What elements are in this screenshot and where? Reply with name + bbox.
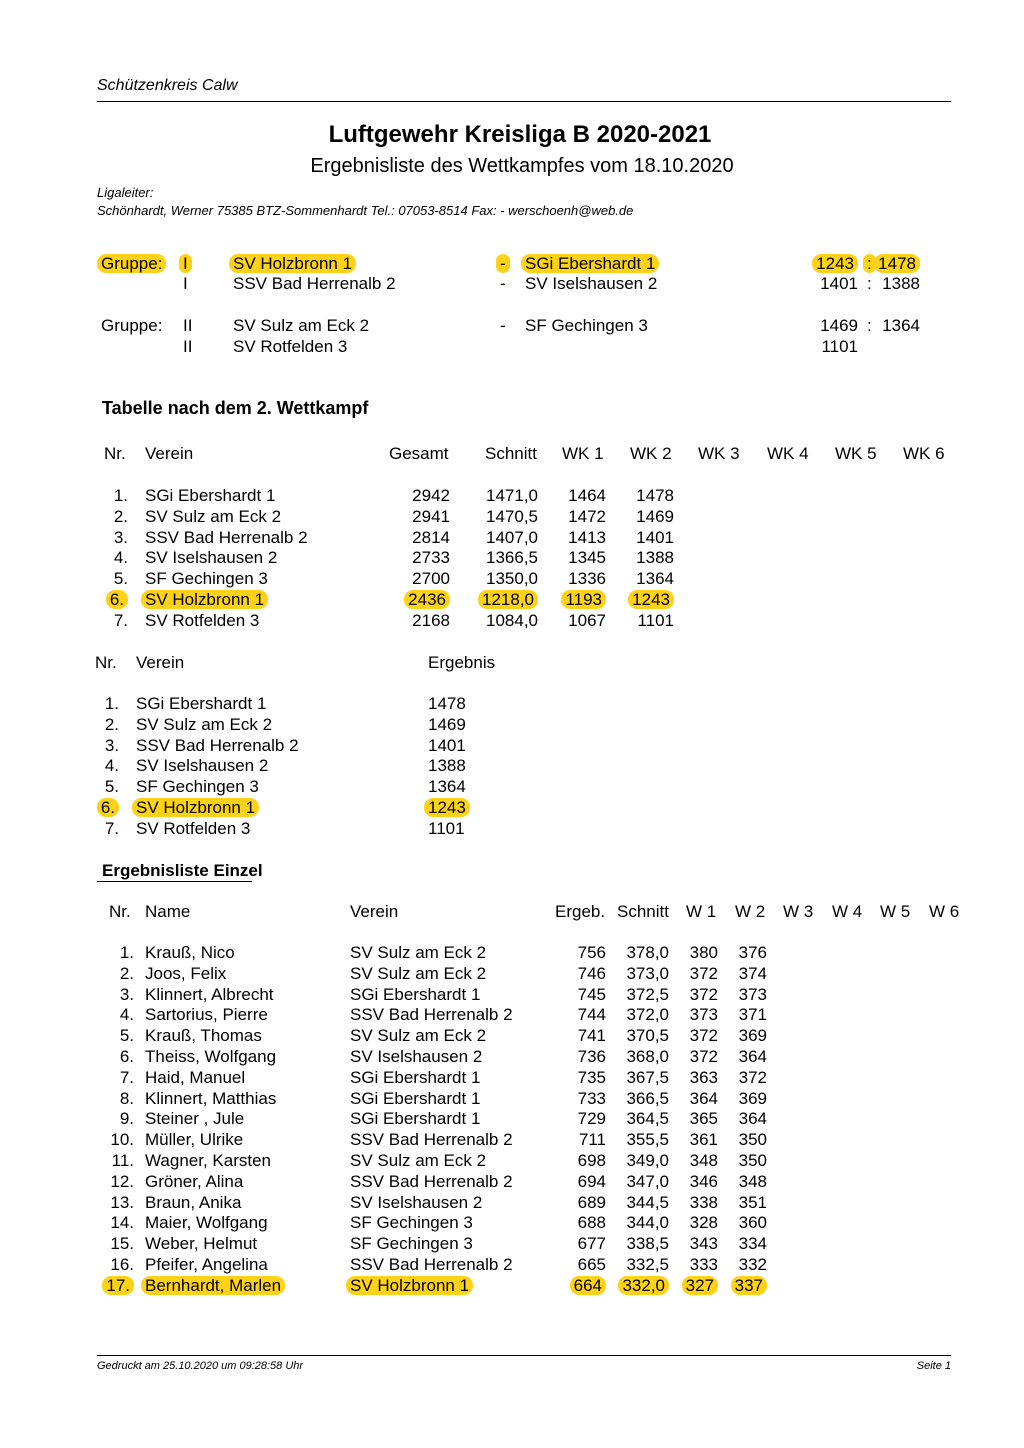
standing-club: SV Rotfelden 3 bbox=[145, 610, 260, 630]
shooter-rank: 14. bbox=[110, 1213, 134, 1233]
shooter-rank: 9. bbox=[119, 1109, 134, 1129]
shooter-result: 688 bbox=[577, 1213, 606, 1233]
standing-wk1: 1413 bbox=[568, 527, 606, 547]
standing-wk1: 1193 bbox=[565, 590, 606, 610]
shooter-average: 347,0 bbox=[626, 1171, 669, 1191]
shooter-w1: 363 bbox=[689, 1067, 718, 1087]
shooter-name: Klinnert, Albrecht bbox=[145, 984, 274, 1004]
standing-wk1: 1345 bbox=[568, 548, 606, 568]
standing-total: 2733 bbox=[412, 548, 450, 568]
league-leader-info: Schönhardt, Werner 75385 BTZ-Sommenhardt Tel.: 07053-8514 Fax: - werschoenh@web.de bbox=[97, 203, 634, 218]
shooter-w1: 364 bbox=[689, 1088, 718, 1108]
shooter-name: Klinnert, Matthias bbox=[145, 1088, 277, 1108]
shooter-result: 711 bbox=[578, 1130, 606, 1150]
shooter-w1: 328 bbox=[689, 1213, 718, 1233]
standing-wk1: 1067 bbox=[568, 610, 606, 630]
day-rank: 7. bbox=[104, 818, 119, 838]
day-club: SF Gechingen 3 bbox=[136, 777, 259, 797]
shooter-w1: 348 bbox=[689, 1151, 718, 1170]
standing-total: 2942 bbox=[412, 486, 450, 505]
col-wk4: WK 4 bbox=[767, 444, 809, 463]
standing-rank: 6. bbox=[110, 590, 128, 610]
shooter-w1: 333 bbox=[689, 1255, 718, 1274]
shooter-name: Joos, Felix bbox=[145, 963, 227, 983]
shooter-rank: 11. bbox=[111, 1151, 134, 1170]
shooter-w1: 372 bbox=[689, 963, 718, 983]
shooter-name: Weber, Helmut bbox=[145, 1234, 258, 1254]
shooter-result: 729 bbox=[577, 1109, 606, 1129]
match-home-team: SV Rotfelden 3 bbox=[233, 337, 348, 356]
shooter-club: SF Gechingen 3 bbox=[350, 1234, 473, 1254]
shooter-w2: 364 bbox=[738, 1109, 767, 1129]
day-result: 1401 bbox=[428, 735, 466, 755]
day-rank: 1. bbox=[104, 694, 119, 713]
shooter-w2: 348 bbox=[738, 1171, 767, 1191]
ind-col-schnitt: Schnitt bbox=[617, 902, 669, 921]
shooter-rank: 13. bbox=[110, 1192, 134, 1212]
shooter-rank: 16. bbox=[110, 1255, 134, 1274]
match-score-colon: : bbox=[867, 274, 872, 293]
day-club: SGi Ebershardt 1 bbox=[136, 694, 267, 713]
shooter-average: 378,0 bbox=[626, 943, 669, 962]
shooter-average: 370,5 bbox=[626, 1026, 669, 1046]
shooter-average: 368,0 bbox=[626, 1047, 669, 1066]
match-dash: - bbox=[500, 274, 506, 293]
match-score-colon: : bbox=[867, 316, 872, 335]
standing-average: 1084,0 bbox=[486, 610, 538, 630]
shooter-club: SV Iselshausen 2 bbox=[350, 1192, 483, 1212]
shooter-name: Haid, Manuel bbox=[145, 1067, 246, 1087]
standing-club: SF Gechingen 3 bbox=[145, 569, 268, 589]
shooter-average: 372,5 bbox=[626, 984, 669, 1004]
standing-club: SV Holzbronn 1 bbox=[145, 590, 268, 610]
match-home-team: SV Holzbronn 1 bbox=[233, 254, 356, 274]
shooter-w1: 365 bbox=[689, 1109, 718, 1129]
ind-col-nr: Nr. bbox=[109, 902, 131, 921]
match-score-away: 1388 bbox=[882, 274, 920, 293]
header-rule bbox=[97, 101, 951, 102]
shooter-w2: 364 bbox=[738, 1047, 767, 1066]
standing-total: 2941 bbox=[412, 506, 450, 526]
match-group: I bbox=[183, 254, 192, 274]
standing-total: 2814 bbox=[412, 527, 450, 547]
shooter-average: 344,5 bbox=[626, 1192, 669, 1212]
shooter-club: SV Sulz am Eck 2 bbox=[350, 943, 487, 962]
match-group-label: Gruppe: bbox=[101, 316, 163, 335]
shooter-rank: 15. bbox=[110, 1234, 134, 1254]
ind-col-w3: W 3 bbox=[783, 902, 814, 921]
shooter-result: 677 bbox=[577, 1234, 606, 1254]
col-nr: Nr. bbox=[104, 444, 126, 463]
shooter-result: 741 bbox=[577, 1026, 606, 1046]
standing-average: 1407,0 bbox=[486, 527, 538, 547]
standing-total: 2700 bbox=[412, 569, 450, 589]
day-result: 1364 bbox=[428, 777, 466, 797]
standing-wk2: 1364 bbox=[636, 569, 674, 589]
shooter-average: 373,0 bbox=[626, 963, 669, 983]
shooter-w1: 343 bbox=[689, 1234, 718, 1254]
col-wk1: WK 1 bbox=[562, 444, 604, 463]
shooter-average: 355,5 bbox=[626, 1130, 669, 1150]
shooter-result: 665 bbox=[577, 1255, 606, 1274]
day-rank: 3. bbox=[104, 735, 119, 755]
shooter-average: 372,0 bbox=[626, 1005, 669, 1025]
standing-average: 1470,5 bbox=[486, 506, 538, 526]
shooter-w2: 369 bbox=[738, 1088, 767, 1108]
shooter-name: Pfeifer, Angelina bbox=[145, 1255, 268, 1274]
shooter-rank: 17. bbox=[106, 1276, 134, 1296]
shooter-w2: 350 bbox=[738, 1151, 767, 1170]
match-home-team: SSV Bad Herrenalb 2 bbox=[233, 274, 396, 293]
match-away-team: SGi Ebershardt 1 bbox=[525, 254, 659, 274]
standing-wk2: 1243 bbox=[632, 590, 674, 610]
shooter-club: SGi Ebershardt 1 bbox=[350, 1067, 481, 1087]
shooter-rank: 12. bbox=[110, 1171, 134, 1191]
standing-wk2: 1478 bbox=[636, 486, 674, 505]
standing-average: 1350,0 bbox=[486, 569, 538, 589]
shooter-rank: 2. bbox=[119, 963, 134, 983]
individual-title-underline bbox=[97, 881, 252, 882]
page-number: Seite 1 bbox=[916, 1360, 951, 1372]
shooter-rank: 8. bbox=[119, 1088, 134, 1108]
shooter-w1: 338 bbox=[689, 1192, 718, 1212]
shooter-club: SGi Ebershardt 1 bbox=[350, 1109, 481, 1129]
ind-col-name: Name bbox=[145, 902, 191, 921]
ind-col-w2: W 2 bbox=[735, 902, 766, 921]
match-away-team: SV Iselshausen 2 bbox=[525, 274, 658, 293]
shooter-result: 744 bbox=[577, 1005, 606, 1025]
individual-title: Ergebnisliste Einzel bbox=[102, 861, 263, 880]
ind-col-verein: Verein bbox=[350, 902, 399, 921]
match-dash: - bbox=[500, 254, 510, 274]
shooter-name: Gröner, Alina bbox=[145, 1171, 244, 1191]
standing-wk1: 1472 bbox=[568, 506, 606, 526]
page-subtitle: Ergebnisliste des Wettkampfes vom 18.10.2020 bbox=[310, 155, 734, 177]
org-name: Schützenkreis Calw bbox=[97, 77, 238, 94]
shooter-result: 689 bbox=[577, 1192, 606, 1212]
standing-wk1: 1336 bbox=[568, 569, 606, 589]
shooter-average: 344,0 bbox=[626, 1213, 669, 1233]
shooter-rank: 6. bbox=[119, 1047, 134, 1066]
standing-wk2: 1388 bbox=[636, 548, 674, 568]
shooter-club: SV Sulz am Eck 2 bbox=[350, 963, 487, 983]
shooter-club: SSV Bad Herrenalb 2 bbox=[350, 1130, 513, 1150]
match-group-label: Gruppe: bbox=[101, 254, 166, 274]
ind-col-w4: W 4 bbox=[832, 902, 863, 921]
ind-col-w1: W 1 bbox=[686, 902, 717, 921]
match-score-colon: : bbox=[867, 254, 876, 274]
shooter-average: 332,5 bbox=[626, 1255, 669, 1274]
shooter-club: SV Sulz am Eck 2 bbox=[350, 1026, 487, 1046]
match-score-away: 1364 bbox=[882, 316, 920, 335]
standing-wk2: 1101 bbox=[637, 610, 674, 630]
match-score-home: 1243 bbox=[816, 254, 858, 274]
day-result: 1478 bbox=[428, 694, 466, 713]
shooter-w1: 373 bbox=[689, 1005, 718, 1025]
day-col-nr: Nr. bbox=[95, 653, 117, 672]
col-wk3: WK 3 bbox=[698, 444, 740, 463]
ind-col-w6: W 6 bbox=[929, 902, 960, 921]
day-club: SV Holzbronn 1 bbox=[136, 798, 259, 818]
page-title: Luftgewehr Kreisliga B 2020-2021 bbox=[328, 121, 712, 148]
shooter-name: Müller, Ulrike bbox=[145, 1130, 244, 1150]
shooter-average: 367,5 bbox=[626, 1067, 669, 1087]
match-score-home: 1401 bbox=[820, 274, 858, 293]
day-rank: 2. bbox=[104, 714, 119, 734]
standing-rank: 3. bbox=[113, 527, 128, 547]
shooter-average: 332,0 bbox=[622, 1276, 669, 1296]
standing-wk2: 1401 bbox=[636, 527, 674, 547]
shooter-w1: 380 bbox=[689, 943, 718, 962]
shooter-name: Wagner, Karsten bbox=[145, 1151, 271, 1170]
ind-col-w5: W 5 bbox=[880, 902, 911, 921]
printed-timestamp: Gedruckt am 25.10.2020 um 09:28:58 Uhr bbox=[97, 1360, 304, 1372]
day-club: SV Sulz am Eck 2 bbox=[136, 714, 273, 734]
shooter-rank: 4. bbox=[119, 1005, 134, 1025]
standing-club: SSV Bad Herrenalb 2 bbox=[145, 527, 308, 547]
shooter-w2: 372 bbox=[738, 1067, 767, 1087]
shooter-w1: 372 bbox=[689, 984, 718, 1004]
shooter-w2: 373 bbox=[738, 984, 767, 1004]
shooter-name: Maier, Wolfgang bbox=[145, 1213, 268, 1233]
shooter-name: Braun, Anika bbox=[145, 1192, 242, 1212]
standing-total: 2436 bbox=[408, 590, 450, 610]
day-col-verein: Verein bbox=[136, 653, 185, 672]
shooter-w1: 372 bbox=[689, 1026, 718, 1046]
shooter-w2: 360 bbox=[738, 1213, 767, 1233]
shooter-average: 349,0 bbox=[626, 1151, 669, 1170]
shooter-name: Sartorius, Pierre bbox=[145, 1005, 268, 1025]
standing-rank: 2. bbox=[113, 506, 128, 526]
match-dash: - bbox=[500, 316, 506, 335]
shooter-rank: 7. bbox=[119, 1067, 134, 1087]
shooter-result: 694 bbox=[577, 1171, 606, 1191]
shooter-average: 364,5 bbox=[626, 1109, 669, 1129]
standing-average: 1218,0 bbox=[482, 590, 538, 610]
shooter-w1: 346 bbox=[689, 1171, 718, 1191]
standing-rank: 7. bbox=[113, 610, 128, 630]
shooter-w2: 337 bbox=[735, 1276, 767, 1296]
shooter-club: SSV Bad Herrenalb 2 bbox=[350, 1171, 513, 1191]
shooter-rank: 1. bbox=[119, 943, 134, 962]
shooter-result: 735 bbox=[577, 1067, 606, 1087]
standings-title: Tabelle nach dem 2. Wettkampf bbox=[102, 398, 369, 418]
standing-club: SV Sulz am Eck 2 bbox=[145, 506, 282, 526]
shooter-name: Theiss, Wolfgang bbox=[145, 1047, 277, 1066]
col-wk6: WK 6 bbox=[903, 444, 945, 463]
standing-club: SV Iselshausen 2 bbox=[145, 548, 278, 568]
standing-rank: 1. bbox=[113, 486, 128, 505]
shooter-result: 733 bbox=[577, 1088, 606, 1108]
ind-col-ergeb: Ergeb. bbox=[555, 902, 606, 921]
standing-rank: 5. bbox=[113, 569, 128, 589]
col-wk2: WK 2 bbox=[630, 444, 672, 463]
col-wk5: WK 5 bbox=[835, 444, 877, 463]
shooter-w2: 332 bbox=[738, 1255, 767, 1274]
day-rank: 4. bbox=[104, 756, 119, 776]
standing-wk1: 1464 bbox=[568, 486, 606, 505]
day-rank: 6. bbox=[101, 798, 119, 818]
shooter-average: 338,5 bbox=[626, 1234, 669, 1254]
shooter-club: SSV Bad Herrenalb 2 bbox=[350, 1255, 513, 1274]
shooter-name: Bernhardt, Marlen bbox=[145, 1276, 285, 1296]
shooter-result: 698 bbox=[577, 1151, 606, 1170]
standing-average: 1366,5 bbox=[486, 548, 538, 568]
shooter-name: Krauß, Thomas bbox=[145, 1026, 262, 1046]
shooter-rank: 5. bbox=[119, 1026, 134, 1046]
standing-rank: 4. bbox=[113, 548, 128, 568]
shooter-result: 664 bbox=[574, 1276, 606, 1296]
day-rank: 5. bbox=[104, 777, 119, 797]
shooter-w2: 371 bbox=[738, 1005, 767, 1025]
shooter-club: SV Holzbronn 1 bbox=[350, 1276, 473, 1296]
col-gesamt: Gesamt bbox=[389, 444, 449, 463]
match-score-home: 1469 bbox=[820, 316, 858, 335]
shooter-club: SGi Ebershardt 1 bbox=[350, 984, 481, 1004]
shooter-w2: 374 bbox=[738, 963, 767, 983]
col-schnitt: Schnitt bbox=[485, 444, 537, 463]
shooter-rank: 3. bbox=[119, 984, 134, 1004]
day-club: SSV Bad Herrenalb 2 bbox=[136, 735, 299, 755]
shooter-name: Steiner , Jule bbox=[145, 1109, 245, 1129]
shooter-w2: 351 bbox=[738, 1192, 767, 1212]
shooter-result: 745 bbox=[577, 984, 606, 1004]
shooter-result: 736 bbox=[577, 1047, 606, 1066]
day-result: 1388 bbox=[428, 756, 466, 776]
shooter-w2: 376 bbox=[738, 943, 767, 962]
footer-rule bbox=[97, 1355, 951, 1356]
shooter-rank: 10. bbox=[110, 1130, 134, 1150]
match-group: I bbox=[183, 274, 188, 293]
shooter-club: SF Gechingen 3 bbox=[350, 1213, 473, 1233]
match-score-away: 1478 bbox=[878, 254, 920, 274]
day-result: 1243 bbox=[428, 798, 470, 818]
day-club: SV Iselshausen 2 bbox=[136, 756, 269, 776]
standing-wk2: 1469 bbox=[636, 506, 674, 526]
match-group: II bbox=[183, 337, 193, 356]
league-leader-label: Ligaleiter: bbox=[97, 185, 154, 200]
shooter-w2: 369 bbox=[738, 1026, 767, 1046]
col-verein: Verein bbox=[145, 444, 194, 463]
day-club: SV Rotfelden 3 bbox=[136, 818, 251, 838]
shooter-w1: 372 bbox=[689, 1047, 718, 1066]
shooter-name: Krauß, Nico bbox=[145, 943, 235, 962]
shooter-result: 746 bbox=[577, 963, 606, 983]
shooter-w1: 327 bbox=[686, 1276, 718, 1296]
day-result: 1101 bbox=[428, 818, 465, 838]
match-score-home: 1101 bbox=[821, 337, 858, 356]
shooter-result: 756 bbox=[577, 943, 606, 962]
shooter-club: SV Iselshausen 2 bbox=[350, 1047, 483, 1066]
day-col-ergebnis: Ergebnis bbox=[428, 653, 496, 672]
shooter-club: SSV Bad Herrenalb 2 bbox=[350, 1005, 513, 1025]
match-home-team: SV Sulz am Eck 2 bbox=[233, 316, 370, 335]
standing-club: SGi Ebershardt 1 bbox=[145, 486, 276, 505]
shooter-w2: 350 bbox=[738, 1130, 767, 1150]
shooter-w2: 334 bbox=[738, 1234, 767, 1254]
match-group: II bbox=[183, 316, 193, 335]
shooter-club: SGi Ebershardt 1 bbox=[350, 1088, 481, 1108]
match-away-team: SF Gechingen 3 bbox=[525, 316, 648, 335]
shooter-average: 366,5 bbox=[626, 1088, 669, 1108]
standing-average: 1471,0 bbox=[486, 486, 538, 505]
standing-total: 2168 bbox=[412, 610, 450, 630]
shooter-w1: 361 bbox=[689, 1130, 718, 1150]
shooter-club: SV Sulz am Eck 2 bbox=[350, 1151, 487, 1170]
day-result: 1469 bbox=[428, 714, 466, 734]
